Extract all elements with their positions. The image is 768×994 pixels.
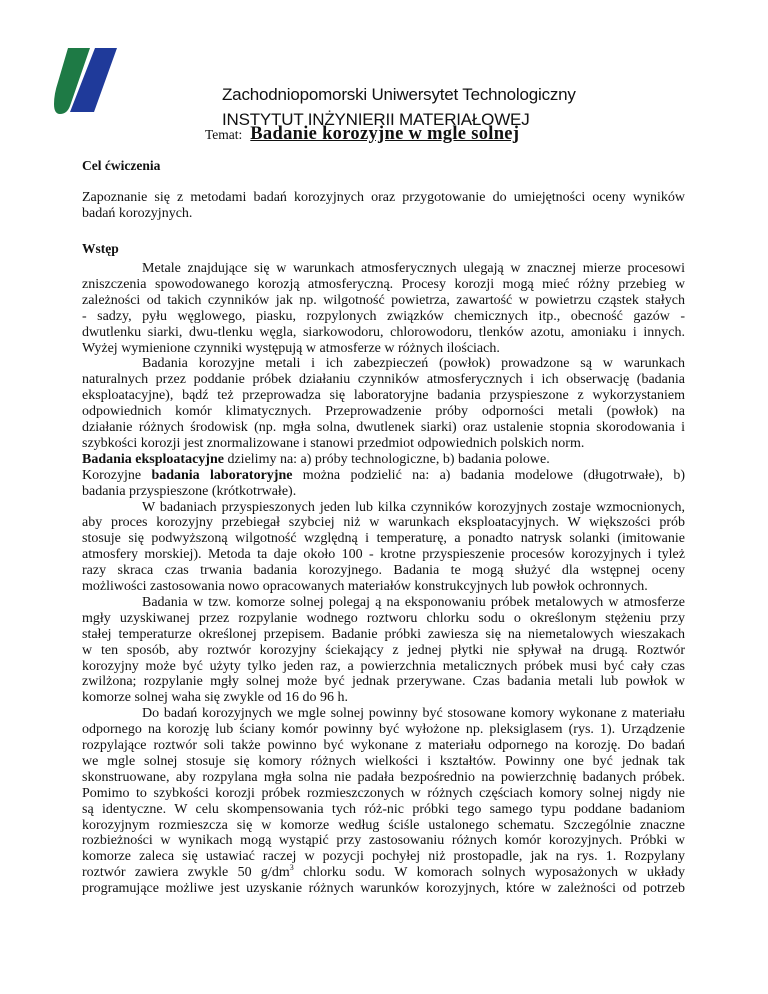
text-line	[82, 770, 685, 786]
text-line	[142, 706, 685, 722]
text-line	[82, 881, 685, 897]
text-line	[82, 420, 685, 436]
text-segment: atmosfery morskiej). Metoda ta daje około 100 - krotne przyspieszenie procesów korozyjnych i tyleż	[82, 547, 685, 563]
text-line	[82, 206, 685, 222]
text-segment: korozyjnym rozmieszcza się w komorze według ściśle ustalonego schematu. Szczególnie znaczne	[82, 817, 685, 833]
text-segment: Do badań korozyjnych we mgle solnej powinny być stosowane komory wykonane z materiału	[142, 706, 685, 722]
text-segment: rozpylające roztwór soli także powinno być wykonane z materiału odpornego na korozję. Do badań	[82, 738, 685, 753]
text-segment: rozbieżności w wynikach mogą wystąpić przy zastosowaniu różnych komór korozyjnych. Próbki w	[82, 833, 685, 849]
text-line	[82, 531, 685, 547]
document-title: Badanie korozyjne w mgle solnej	[250, 124, 520, 144]
text-line	[82, 659, 685, 675]
text-line	[142, 261, 685, 277]
text-line	[82, 436, 685, 452]
text-segment: komorze solnej waha się zwykle od 16 do 96 h.	[82, 690, 348, 706]
text-line	[82, 849, 685, 865]
text-line	[82, 865, 685, 881]
text-line	[82, 515, 685, 531]
text-segment: Badania w tzw. komorze solnej polegaj ą na eksponowaniu próbek metalowych w atmosferze	[142, 594, 685, 610]
text-segment: we mgle solnej stosuje się komory różnych wielkości i kształtów. Powinny one być jednak tak	[82, 753, 685, 769]
bold-term: Badania eksploatacyjne	[82, 451, 224, 467]
text-line	[82, 754, 685, 770]
text-line	[82, 627, 685, 643]
text-line	[82, 611, 685, 627]
text-line	[82, 818, 685, 834]
goal-heading: Cel ćwiczenia	[82, 158, 161, 173]
text-segment: stosuje się podwyższoną wilgotność względną i temperaturę, a ponadto natrysk solanki (imitowanie	[82, 531, 685, 547]
text-segment: możliwości zastosowania nowo opracowanych materiałów konstrukcyjnych lub powłok ochronnych.	[82, 579, 648, 594]
text-segment: odpowiednich komór klimatycznych. Przeprowadzenie próby odporności metali (powłok) na	[82, 404, 685, 420]
text-segment: roztwór zawiera zwykle 50 g/dm	[82, 865, 290, 881]
text-segment: szybkości korozji jest znormalizowane i stanowi przedmiot odpowiednich polskich norm.	[82, 435, 585, 451]
text-line	[82, 404, 685, 420]
text-segment: zależności od takich czynników jak np. wilgotność powietrza, zawartość w powietrzu cząstek stałych	[82, 292, 685, 308]
text-segment: skonstruowane, aby rozpylana mgła solna nie padała bezpośrednio na powierzchnię badanych próbek.	[82, 769, 685, 785]
text-segment: dwutlenku siarki, dwu-tlenku węgla, siarkowodoru, chlorowodoru, tlenków azotu, amoniaku i innych.	[82, 324, 685, 340]
text-segment: korozyjny może być użyty tylko jeden raz, a powierzchnia metalicznych próbek musi być cały czas	[82, 658, 685, 674]
intro-heading: Wstęp	[82, 241, 119, 256]
text-segment: chlorku sodu. W komorach solnych wyposażonych w układy	[293, 865, 685, 881]
text-line	[82, 547, 685, 563]
text-segment: Wyżej wymienione czynniki występują w atmosferze w różnych ilościach.	[82, 340, 500, 356]
bold-term: badania laboratoryjne	[151, 467, 293, 483]
text-line	[82, 802, 685, 818]
institute-name: INSTYTUT INŻYNIERII MATERIAŁOWEJ	[222, 110, 530, 129]
text-segment: mgły uzyskiwanej przez rozpylanie wodnego roztworu chlorku sodu o określonym stężeniu przy	[82, 610, 685, 626]
text-segment: działanie różnych środowisk (np. mgła solna, dwutlenek siarki) oraz ustalenie stopnia skorodowania i	[82, 420, 685, 435]
text-line	[142, 595, 685, 611]
text-line	[82, 563, 685, 579]
text-segment: - sadzy, pyłu węglowego, piasku, rozpylonych związków chemicznych itp., obecność gazów -	[82, 308, 685, 324]
text-line	[82, 341, 685, 357]
text-segment: Metale znajdujące się w warunkach atmosferycznych ulegają w znacznej mierze procesowi	[142, 261, 685, 276]
text-segment: badania przyspieszone (krótkotrwałe).	[82, 483, 297, 499]
text-segment: stałej temperaturze określonej przepisem. Badanie próbki zawiesza się na niemetalowych wieszakach	[82, 626, 685, 642]
text-line	[82, 690, 685, 706]
text-segment: W badaniach przyspieszonych jeden lub kilka czynników korozyjnych zostaje wzmocnionych,	[142, 499, 685, 515]
text-segment: Pomimo to szybkości korozji próbek rozmieszczonych w różnych częściach komory solnej nigdy nie	[82, 785, 685, 801]
text-line	[82, 388, 685, 404]
text-line	[82, 277, 685, 293]
text-segment: w ten sposób, aby roztwór korozyjny ściekający z jednej płytki nie spływał na drugą. Roztwór	[82, 642, 685, 658]
text-segment: eksploatacyjne), bądź też przeprowadza się laboratoryjne badania przyspieszone z wykorzystaniem	[82, 388, 685, 404]
university-name: Zachodniopomorski Uniwersytet Technologiczny	[222, 85, 576, 104]
text-segment: Korozyjne	[82, 467, 152, 483]
text-segment: Zapoznanie się z metodami badań korozyjnych oraz przygotowanie do umiejętności oceny wyników	[82, 190, 685, 205]
text-line	[82, 786, 685, 802]
superscript: 3	[289, 863, 294, 873]
text-line	[82, 579, 685, 595]
text-line	[82, 674, 685, 690]
text-segment: badań korozyjnych.	[82, 206, 193, 221]
text-segment: komorze zaleca się ustawiać raczej w pozycji pochyłej niż prostopadle, jak na rys. 1. Rozpylany	[82, 849, 685, 865]
text-segment: można podzielić na: a) badania modelowe (długotrwałe), b)	[292, 467, 686, 483]
text-segment: aby proces korozyjny przebiegał szybciej niż w warunkach eksploatacyjnych. W większości prób	[82, 515, 685, 531]
topic-label: Temat:	[205, 127, 243, 142]
text-line	[142, 500, 685, 516]
text-segment: dzielimy na: a) próby technologiczne, b) badania polowe.	[223, 451, 550, 467]
text-segment: są identyczne. W celu skompensowania tych róż-nic próbki tego samego typu poddane badaniom	[82, 801, 685, 817]
text-segment: odpornego na korozję lub ściany komór powinny być wyłożone np. pleksiglasem (rys. 1). Urządzenie	[82, 722, 685, 738]
text-line	[82, 309, 685, 325]
text-line	[82, 738, 685, 754]
text-line	[142, 356, 685, 372]
text-segment: zwilżona; rozpylanie mgły solnej może być jednak przerywane. Czas badania metali lub powłok w	[82, 674, 685, 690]
text-line	[82, 833, 685, 849]
text-segment: programujące możliwe jest uzyskanie różnych warunków korozyjnych, które w zależności od potrzeb	[82, 881, 685, 897]
university-logo	[50, 44, 122, 116]
text-line	[82, 468, 685, 484]
text-segment: zniszczenia spowodowanego korozją atmosferyczną. Procesy korozji mogą mieć różny przebieg w	[82, 276, 685, 292]
text-line	[82, 325, 685, 341]
text-line	[82, 643, 685, 659]
text-line	[82, 452, 685, 468]
text-segment: Badania korozyjne metali i ich zabezpieczeń (powłok) prowadzone są w warunkach	[142, 356, 685, 372]
text-line	[82, 190, 685, 206]
text-line	[82, 293, 685, 309]
text-segment: naturalnych przez poddanie próbek działaniu czynników atmosferycznych i ich obserwację (badania	[82, 372, 685, 388]
text-line	[82, 372, 685, 388]
text-segment: razy skraca czas trwania badania korozyjnego. Badania te mogą służyć dla wstępnej oceny	[82, 563, 685, 579]
text-line	[82, 722, 685, 738]
topic	[205, 124, 519, 145]
text-line	[82, 484, 685, 500]
